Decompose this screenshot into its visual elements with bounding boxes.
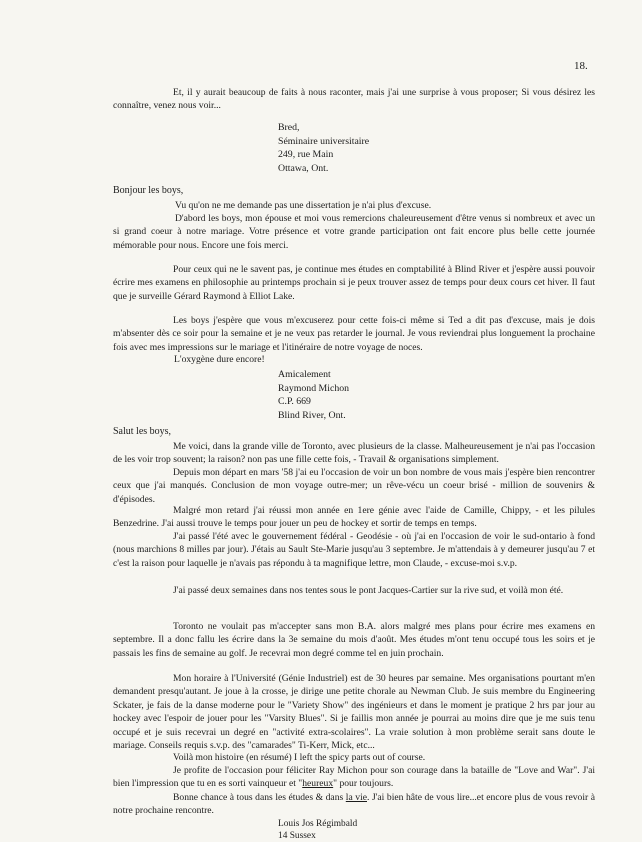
signature-block-michon	[278, 368, 349, 422]
intro-paragraph: Et, il y aurait beaucoup de faits à nous raconter, mais j'ai une surprise à vous proposer; Si vous désirez les connaître, venez nous voir...	[113, 87, 595, 112]
letter-paragraph: J'ai passé deux semaines dans nos tentes sous le pont Jacques-Cartier sur la rive sud, et voilà mon été.	[173, 585, 564, 596]
signature-line: Louis Jos Régimbald	[278, 819, 358, 829]
letter-greeting: Salut les boys,	[113, 426, 172, 437]
letter-paragraph: Pour ceux qui ne le savent pas, je continue mes études en comptabilité à Blind River et j'espère aussi pouvoir écrire mes examens en philosophie au printemps prochain si je peux trouver assez de temps pour deux cours cet hiver. Il faut que je surveille Gérard Raymond à Elliot Lake.	[113, 264, 595, 302]
letter-paragraph: D'abord les boys, mon épouse et moi vous remercions chaleureusement d'être venus si nombreux et avec un si grand coeur à notre mariage. Votre présence et votre grande participation ont fait encore plus belle cette journée mémorable pour nous. Encore une fois merci.	[113, 213, 595, 251]
letter-paragraph: Je profite de l'occasion pour féliciter Ray Michon pour son courage dans la bataille de "Love and War". J'ai bien l'impression que tu en es sorti vainqueur et "heureux" pour toujours.	[113, 765, 595, 790]
letter-paragraph: Les boys j'espère que vous m'excuserez pour cette fois-ci même si Ted a dit pas d'excuse, mais je dois m'absenter dès ce soir pour la semaine et je ne veux pas retarder le journal. Je vous reviendrai plus longuement la prochaine fois avec mes impressions sur le mariage et l'itinéraire de notre voyage de noces.	[113, 315, 595, 353]
signature-block-regimbald	[278, 818, 357, 842]
signature-line: Ottawa, Ont.	[278, 162, 329, 174]
letter-paragraph: Mon horaire à l'Université (Génie Industriel) est de 30 heures par semaine. Mes organisations pourtant m'en demandent presqu'autant. Je joue à la crosse, je dirige une petite chorale au Newman Club. Je suis membre du Engineering Sckater, je fais de la danse moderne pour le "Variety Show" des ingénieurs et dans le moment je pratique 2 hrs par jour au hockey avec l'espoir de jouer pour les "Varsity Blues". Si je faillis mon année je pourrai au moins dire que je me suis tenu occupé et je suis recevrai un degré en "activité extra-scolaires". La vraie solution à mon problème serait sans doute le mariage. Conseils requis s.v.p. des "camarades" Ti-Kerr, Mick, etc...	[113, 673, 595, 752]
letter-paragraph: Vu qu'on ne me demande pas une dissertation je n'ai plus d'excuse.	[175, 200, 432, 211]
letter-paragraph: L'oxygène dure encore!	[174, 354, 265, 365]
signature-line: C.P. 669	[278, 396, 311, 408]
signature-line: Amicalement	[278, 369, 331, 380]
letter-paragraph: J'ai passé l'été avec le gouvernement fédéral - Geodésie - où j'ai en l'occasion de voir le sud-ontario à fond (nous marchions 8 milles par jour). J'étais au Sault Ste-Marie jusqu'au 3 septembre. Je m'attendais à y demeurer jusqu'au 7 et c'est la raison pour laquelle je n'avais pas répondu à ta magnifique lettre, mon Claude, - excuse-moi s.v.p.	[113, 531, 595, 569]
signature-line: Blind River, Ont.	[278, 409, 346, 421]
letter-paragraph: Bonne chance à tous dans les études & dans la vie. J'ai bien hâte de vous lire...et encore plus de vous revoir à notre prochaine rencontre.	[113, 792, 596, 817]
signature-line: Raymond Michon	[278, 382, 350, 394]
signature-line: Séminaire universitaire	[278, 135, 370, 147]
underlined-word: la vie	[345, 792, 367, 803]
page-number: 18.	[574, 60, 588, 72]
letter-greeting: Bonjour les boys,	[113, 185, 184, 196]
signature-line: Bred,	[278, 122, 300, 133]
letter-paragraph: Depuis mon départ en mars '58 j'ai eu l'occasion de voir un bon nombre de vous mais j'espère bien rencontrer ceux que j'ai manqués. Conclusion de mon voyage outre-mer; un rêve-vécu un coeur brisé - million de souvenirs & d'épisodes.	[113, 467, 595, 505]
letter-paragraph: Toronto ne voulait pas m'accepter sans mon B.A. alors malgré mes plans pour écrire mes examens en septembre. Il a donc fallu les écrire dans la 3e semaine du mois d'août. Mes études m'ont tenu occupé tous les soirs et je passais les fins de semaine au golf. Je recevrai mon degré comme tel en juin prochain.	[113, 621, 595, 659]
underlined-word: heureux	[302, 778, 334, 790]
letter-paragraph: Voilà mon histoire (en résumé) I left the spicy parts out of course.	[173, 752, 426, 763]
letter-paragraph: Me voici, dans la grande ville de Toronto, avec plusieurs de la classe. Malheureusement je n'ai pas l'occasion de les voir trop souvent; la raison? non pas une fille cette fois, - Travail & organisations simplement.	[113, 441, 595, 466]
signature-line: 14 Sussex	[278, 831, 316, 841]
signature-line: 249, rue Main	[278, 149, 334, 161]
letter-paragraph: Malgré mon retard j'ai réussi mon année en 1ere génie avec l'aide de Camille, Chippy, - et les pilules Benzedrine. J'ai aussi trouve le temps pour jouer un peu de hockey et sortir de temps en temps.	[113, 505, 595, 530]
signature-block-bred	[278, 121, 369, 175]
